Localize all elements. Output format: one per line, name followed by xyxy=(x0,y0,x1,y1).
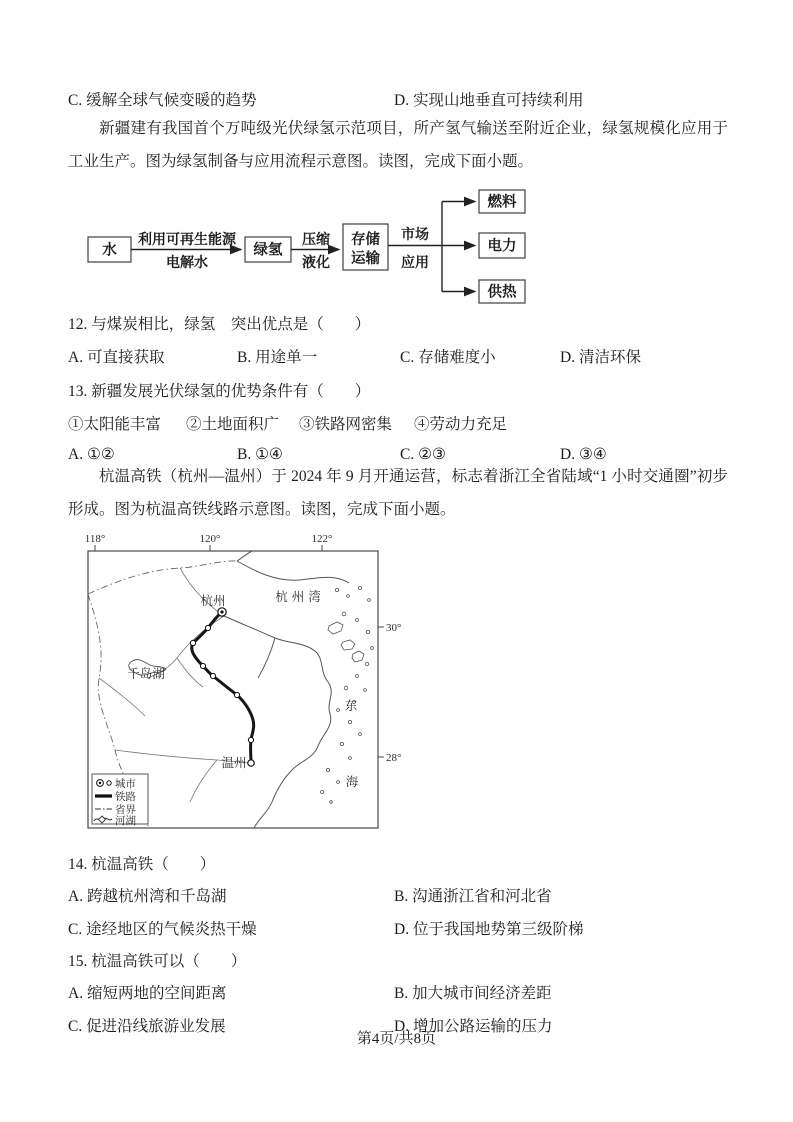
legend-railway-label: 铁路 xyxy=(115,792,136,803)
question-14-stem-row xyxy=(68,852,728,876)
qiandao-lake-label: 千岛湖 xyxy=(127,667,165,681)
flow-node-water xyxy=(88,237,131,262)
lat-tick-30: 30° xyxy=(386,622,402,634)
q14-option-b: B. 沟通浙江省和河北省 xyxy=(394,888,552,905)
prev-option-c: C. 缓解全球气候变暖的趋势 xyxy=(68,92,257,109)
map-legend xyxy=(92,774,148,827)
flow-edge3-top-label: 市场 xyxy=(401,228,429,243)
east-sea-label-sea: 海 xyxy=(345,775,359,789)
hangzhou-label: 杭州 xyxy=(200,594,226,608)
hangzhou-bay-label: 杭州湾 xyxy=(275,590,325,604)
flow-node-power-label: 电力 xyxy=(487,238,517,255)
q15-option-a: A. 缩短两地的空间距离 xyxy=(68,985,227,1002)
flow-node-power xyxy=(479,233,525,258)
q15-option-c: C. 促进沿线旅游业发展 xyxy=(68,1018,226,1035)
q13-option-d: D. ③④ xyxy=(560,446,607,463)
flow-node-fuel xyxy=(479,190,525,213)
q14-option-d: D. 位于我国地势第三级阶梯 xyxy=(394,921,584,938)
wenzhou-city-marker xyxy=(248,760,254,766)
flow-edge-electrolysis xyxy=(131,231,241,271)
question-14-options-row-2 xyxy=(68,917,728,941)
question-12-stem-row xyxy=(68,312,728,336)
flow-node-green-hydrogen xyxy=(245,237,291,262)
flow-node-green-h2-label: 绿氢 xyxy=(253,242,283,259)
q13-statement-4: ④劳动力充足 xyxy=(414,416,508,433)
q13-statement-2: ②土地面积广 xyxy=(186,416,280,433)
flow-edge1-bottom-label: 电解水 xyxy=(166,256,208,271)
hangwen-railway-map xyxy=(85,530,435,842)
intro-hydrogen-paragraph: 新疆建有我国首个万吨级光伏绿氢示范项目，所产氢气输送至附近企业，绿氢规模化应用于工业生产。图为绿氢制备与应用流程示意图。读图，完成下面小题。 xyxy=(68,120,728,170)
prev-option-d: D. 实现山地垂直可持续利用 xyxy=(394,92,584,109)
flow-node-fuel-label: 燃料 xyxy=(487,194,517,211)
lon-tick-118: 118° xyxy=(85,533,106,545)
q14-option-a: A. 跨越杭州湾和千岛湖 xyxy=(68,888,227,905)
flow-node-storage-bottom-label: 运输 xyxy=(351,251,380,267)
question-14-options-row-1 xyxy=(68,884,728,908)
flow-edge2-bottom-label: 液化 xyxy=(302,256,330,271)
q14-option-c: C. 途经地区的气候炎热干燥 xyxy=(68,921,257,938)
lon-tick-122: 122° xyxy=(311,533,333,545)
q13-statement-1: ①太阳能丰富 xyxy=(68,416,162,433)
question-15-stem: 15. 杭温高铁可以（ ） xyxy=(68,953,247,970)
intro-railway-paragraph: 杭温高铁（杭州—温州）于 2024 年 9 月开通运营，标志着浙江全省陆域“1 小时交通圈”初步形成。图为杭温高铁线路示意图。读图，完成下面小题。 xyxy=(68,468,728,518)
q12-option-d: D. 清洁环保 xyxy=(560,349,641,366)
q13-option-a: A. ①② xyxy=(68,446,115,463)
question-15-options-row-1 xyxy=(68,981,728,1005)
question-12-options-row xyxy=(68,345,728,369)
hangzhou-city-marker xyxy=(218,608,226,616)
q12-option-a: A. 可直接获取 xyxy=(68,349,165,366)
question-14-stem: 14. 杭温高铁（ ） xyxy=(68,856,216,873)
q15-option-d: D. 增加公路运输的压力 xyxy=(394,1018,553,1035)
q13-statement-3: ③铁路网密集 xyxy=(299,416,393,433)
lat-tick-28: 28° xyxy=(386,752,402,764)
q13-option-b: B. ①④ xyxy=(237,446,283,463)
page-number-footer: 第4页/共8页 xyxy=(356,1031,437,1047)
legend-province-boundary-label: 省界 xyxy=(115,805,136,816)
flow-node-storage-top-label: 存储 xyxy=(351,232,380,248)
question-15-stem-row xyxy=(68,949,728,973)
flow-node-storage-transport xyxy=(343,224,388,270)
q12-option-b: B. 用途单一 xyxy=(237,349,318,366)
legend-river-lake-label: 河湖 xyxy=(115,816,136,827)
flow-edge1-top-label: 利用可再生能源 xyxy=(138,233,236,248)
question-13-stem: 13. 新疆发展光伏绿氢的优势条件有（ ） xyxy=(68,383,371,400)
question-13-statements-row xyxy=(68,412,728,436)
flow-edge3-bottom-label: 应用 xyxy=(401,256,429,271)
flow-edge-compression xyxy=(291,231,339,271)
question-12-stem: 12. 与煤炭相比，绿氢 突出优点是（ ） xyxy=(68,316,371,333)
question-13-stem-row xyxy=(68,379,728,403)
latitude-ticks xyxy=(378,622,401,764)
lon-tick-120: 120° xyxy=(199,533,221,545)
q13-option-c: C. ②③ xyxy=(400,446,446,463)
prev-question-options-row xyxy=(68,88,728,112)
wenzhou-label: 温州 xyxy=(221,756,247,770)
flow-node-water-label: 水 xyxy=(102,242,117,259)
q12-option-c: C. 存储难度小 xyxy=(400,349,496,366)
east-sea-label-east: 东 xyxy=(344,699,358,713)
flow-node-heat xyxy=(479,280,525,303)
flow-edge2-top-label: 压缩 xyxy=(302,233,330,248)
flow-node-heat-label: 供热 xyxy=(487,284,517,301)
longitude-ticks xyxy=(85,533,332,551)
hydrogen-flow-diagram xyxy=(85,186,545,311)
q15-option-b: B. 加大城市间经济差距 xyxy=(394,985,552,1002)
flow-edge-market xyxy=(388,202,475,292)
legend-city-label: 城市 xyxy=(115,779,136,790)
